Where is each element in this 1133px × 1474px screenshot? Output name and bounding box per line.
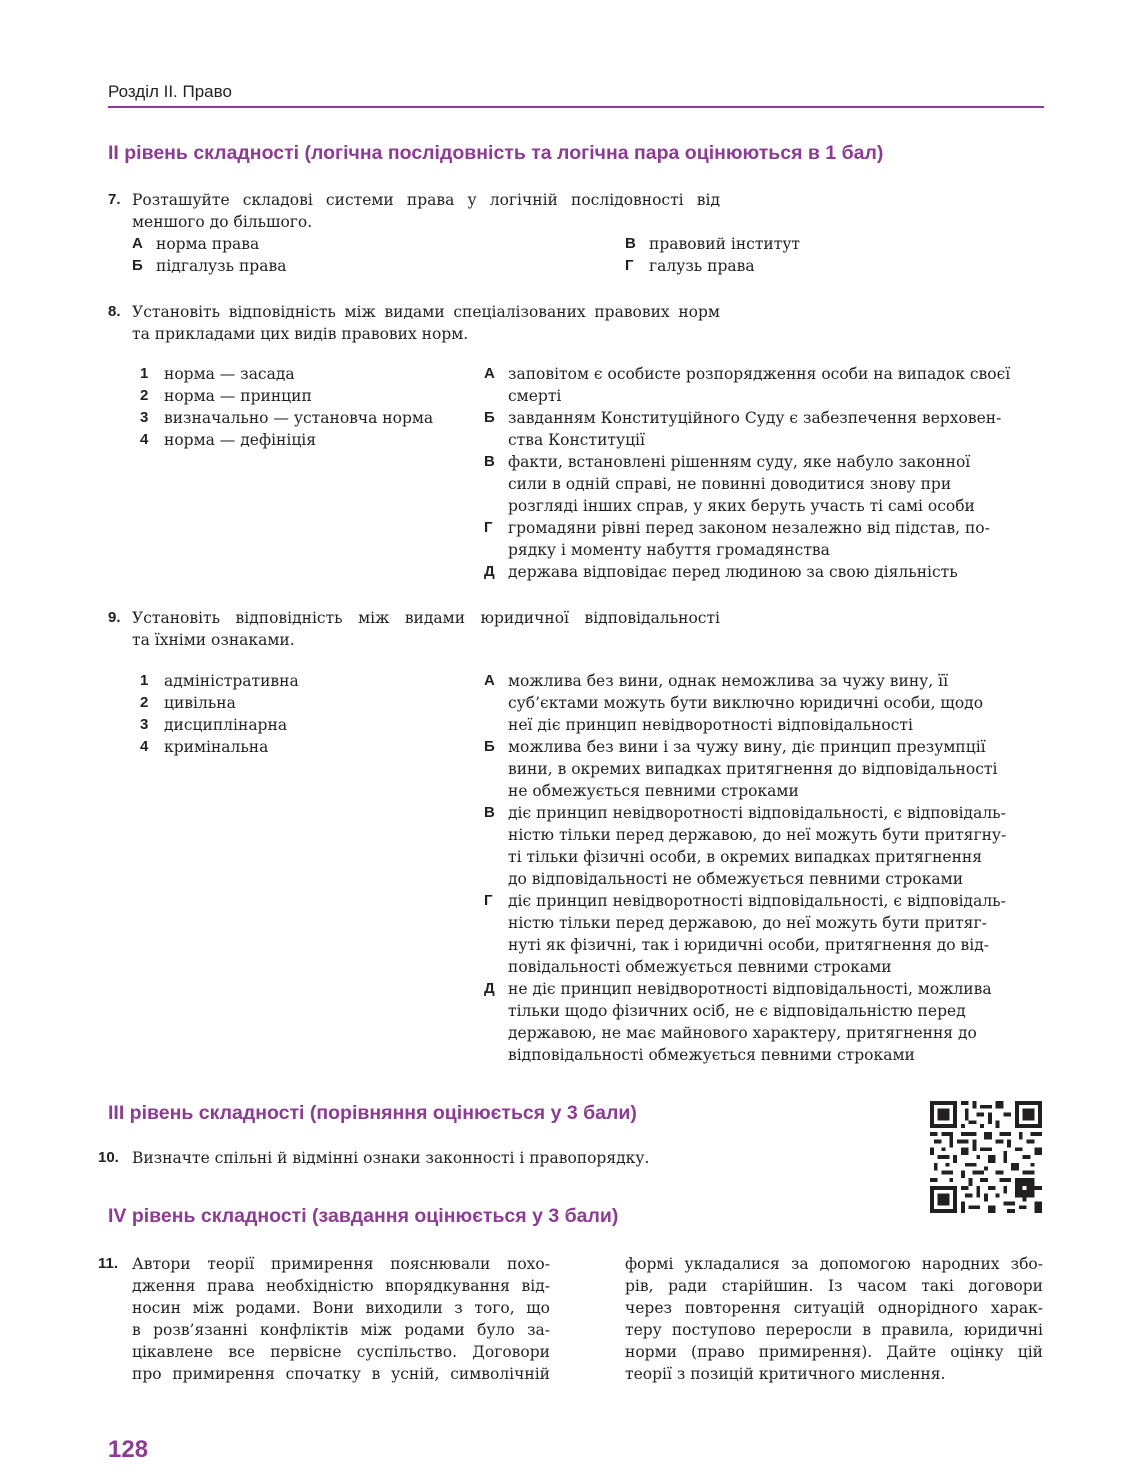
q9-right-line: ністю тільки перед державою, до неї можуть бути притяг- (508, 914, 987, 932)
q8-right-label: Б (484, 409, 495, 426)
q9-right-label: В (484, 804, 495, 821)
q8-right-line: громадяни рівні перед законом незалежно від підстав, по- (508, 519, 990, 537)
q9-right-line: не обмежується певними строками (508, 782, 799, 800)
q9-left-text: кримінальна (164, 738, 269, 756)
q10-text: Визначте спільні й відмінні ознаки законності і правопорядку. (132, 1149, 650, 1167)
q8-left-text: норма — дефініція (164, 431, 317, 449)
q9-right-line: можлива без вини і за чужу вину, діє принцип презумпції (508, 738, 986, 756)
q7-option-text: підгалузь права (156, 257, 287, 275)
q9-left-label: 2 (140, 694, 149, 711)
q7-option-label: Г (625, 257, 634, 274)
q9-left-text: цивільна (164, 694, 236, 712)
running-head: Розділ ІІ. Право (108, 82, 232, 101)
q11-col1-line: носин між родами. Вони виходили з того, що (132, 1299, 550, 1317)
q8-left-text: норма — принцип (164, 387, 312, 405)
q9-right-label: Д (484, 980, 495, 997)
q9-left-label: 1 (140, 672, 149, 689)
q9-right-line: суб’єктами можуть бути виключно юридичні особи, щодо (508, 694, 984, 712)
q9-right-line: ті тільки фізичні особи, в окремих випадках притягнення (508, 848, 983, 866)
q8-right-line: завданням Конституційного Суду є забезпечення верховен- (508, 409, 1002, 427)
q8-right-line: розгляді інших справ, у яких беруть участь ті самі особи (508, 497, 975, 515)
q8-right-label: Г (484, 519, 493, 536)
q9-text-line-2: та їхніми ознаками. (132, 631, 295, 649)
q8-right-line: рядку і моменту набуття громадянства (508, 541, 830, 559)
q7-option-text: правовий інститут (649, 235, 801, 253)
q9-right-label: Г (484, 892, 493, 909)
q8-left-label: 4 (140, 431, 149, 448)
q11-col2-line: теорії з позицій критичного мислення. (625, 1365, 946, 1383)
page-number: 128 (108, 1436, 149, 1463)
q7-text-line-1: Розташуйте складові системи права у логічній послідовності від (132, 191, 720, 209)
q9-right-line: вини, в окремих випадках притягнення до відповідальності (508, 760, 998, 778)
q7-option-label: В (625, 235, 636, 252)
q11-col2-line: формі укладалися за допомогою народних збо- (625, 1255, 1043, 1273)
q9-right-line: відповідальності обмежується певними строками (508, 1046, 915, 1064)
q8-left-label: 1 (140, 365, 149, 382)
q9-right-line: тільки щодо фізичних осіб, не є відповідальністю перед (508, 1002, 966, 1020)
q8-right-label: В (484, 453, 495, 470)
q7-option-label: Б (132, 257, 143, 274)
q8-text-line-2: та прикладами цих видів правових норм. (132, 325, 469, 343)
q8-left-label: 2 (140, 387, 149, 404)
q11-col1-line: цікавлене все первісне суспільство. Договори (132, 1343, 550, 1361)
q8-right-line: заповітом є особисте розпорядження особи на випадок своєї (508, 365, 1011, 383)
q9-right-line: державою, не має майнового характеру, притягнення до (508, 1024, 977, 1042)
q9-right-line: нуті як фізичні, так і юридичні особи, притягнення до від- (508, 936, 990, 954)
q8-right-line: сили в одній справі, не повинні доводитися знову при (508, 475, 952, 493)
q10-number: 10. (98, 1149, 119, 1166)
q7-text-line-2: меншого до більшого. (132, 213, 313, 231)
q9-left-label: 4 (140, 738, 149, 755)
q9-number: 9. (108, 609, 121, 626)
q11-col1-line: в розв’язанні конфліктів між родами було за- (132, 1321, 550, 1339)
q9-left-label: 3 (140, 716, 149, 733)
q11-number: 11. (98, 1255, 119, 1272)
q8-left-text: визначально — установча норма (164, 409, 434, 427)
q9-right-line: неї діє принцип невідворотності відповідальності (508, 716, 913, 734)
level-4-heading: IV рівень складності (завдання оцінюється у 3 бали) (108, 1205, 619, 1227)
q9-right-line: можлива без вини, однак неможлива за чужу вину, її (508, 672, 949, 690)
q11-col1-line: Автори теорії примирення пояснювали похо- (132, 1255, 550, 1273)
q7-option-text: галузь права (649, 257, 755, 275)
q9-right-line: не діє принцип невідворотності відповідальності, можлива (508, 980, 992, 998)
q8-right-label: Д (484, 563, 495, 580)
q8-right-line: ства Конституції (508, 431, 645, 449)
q9-text-line-1: Установіть відповідність між видами юридичної відповідальності (132, 609, 720, 627)
q9-right-label: А (484, 672, 495, 689)
level-2-heading: ІІ рівень складності (логічна послідовність та логічна пара оцінюються в 1 бал) (108, 142, 884, 164)
q11-col2-line: норми (право примирення). Дайте оцінку цій (625, 1343, 1043, 1361)
q11-col1-line: дження права необхідністю впорядкування від- (132, 1277, 550, 1295)
level-3-heading: ІІІ рівень складності (порівняння оцінюється у 3 бали) (108, 1102, 637, 1124)
q7-number: 7. (108, 191, 121, 208)
q9-right-label: Б (484, 738, 495, 755)
q9-right-line: ністю тільки перед державою, до неї можуть бути притягну- (508, 826, 1007, 844)
q8-right-line: держава відповідає перед людиною за свою діяльність (508, 563, 958, 581)
q9-right-line: діє принцип невідворотності відповідальності, є відповідаль- (508, 804, 1006, 822)
header-rule (108, 106, 1044, 108)
q8-right-line: смерті (508, 387, 562, 405)
q8-text-line-1: Установіть відповідність між видами спеціалізованих правових норм (132, 303, 720, 321)
q11-col1-line: про примирення спочатку в усній, символічній (132, 1365, 550, 1383)
q7-option-label: А (132, 235, 143, 252)
q9-right-line: діє принцип невідворотності відповідальності, є відповідаль- (508, 892, 1006, 910)
q8-number: 8. (108, 303, 121, 320)
q8-left-label: 3 (140, 409, 149, 426)
q11-col2-line: через повторення ситуацій однорідного харак- (625, 1299, 1043, 1317)
q9-left-text: адміністративна (164, 672, 299, 690)
q7-option-text: норма права (156, 235, 260, 253)
qr-code-icon (930, 1101, 1042, 1213)
q9-right-line: до відповідальності не обмежується певними строками (508, 870, 964, 888)
q8-left-text: норма — засада (164, 365, 295, 383)
q9-right-line: повідальності обмежується певними строками (508, 958, 892, 976)
q11-col2-line: теру поступово переросли в правила, юридичні (625, 1321, 1043, 1339)
q11-col2-line: рів, ради старійшин. Із часом такі договори (625, 1277, 1043, 1295)
q8-right-line: факти, встановлені рішенням суду, яке набуло законної (508, 453, 971, 471)
q9-left-text: дисциплінарна (164, 716, 288, 734)
q8-right-label: А (484, 365, 495, 382)
